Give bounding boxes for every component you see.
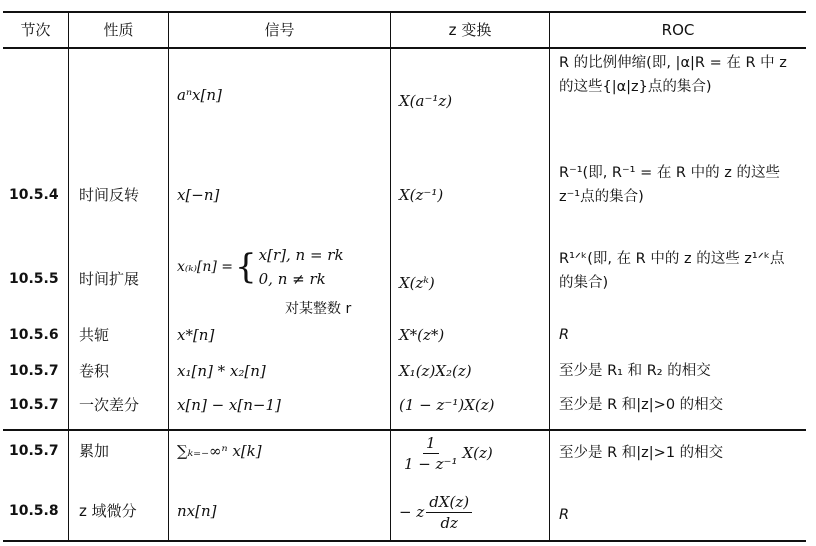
header-signal: 信号 xyxy=(264,21,295,39)
table-row-3-section: 10.5.6 xyxy=(9,327,59,343)
table-row-2-signal xyxy=(177,239,344,295)
table-row-3-ztransform: X*(z*) xyxy=(399,326,445,344)
header-section: 节次 xyxy=(20,21,51,39)
header-ztransform: z 变换 xyxy=(448,21,492,39)
table-row-0-signal: aⁿx[n] xyxy=(177,86,222,104)
table-row-5-section: 10.5.7 xyxy=(9,397,59,413)
table-row-1-roc: R⁻¹(即, R⁻¹ = 在 R 中的 z 的这些 z⁻¹点的集合) xyxy=(559,165,780,205)
table-row-4-ztransform: X₁(z)X₂(z) xyxy=(399,362,472,380)
col-divider-4 xyxy=(549,11,550,542)
col-divider-3 xyxy=(390,11,391,542)
table-row-7-roc: R xyxy=(559,507,570,523)
table-row-6-ztransform xyxy=(399,431,493,475)
case-2: 0, n ≠ rk xyxy=(258,270,326,288)
table-row-1-ztransform: X(z⁻¹) xyxy=(399,186,444,204)
table-bottom-rule xyxy=(3,540,806,542)
table-row-6-signal: ∑ₖ₌₋∞ⁿ x[k] xyxy=(177,442,262,460)
derivative-denominator: dz xyxy=(440,513,458,532)
col-divider-1 xyxy=(68,11,69,542)
case-1: x[r], n = rk xyxy=(258,246,344,264)
accumulation-fraction xyxy=(401,433,460,474)
table-row-2-roc: R¹ᐟᵏ(即, 在 R 中的 z 的这些 z¹ᐟᵏ点的集合) xyxy=(559,251,785,291)
table-row-0-ztransform: X(a⁻¹z) xyxy=(399,92,453,110)
header-bottom-rule xyxy=(3,47,806,49)
table-row-4-property: 卷积 xyxy=(79,362,110,380)
table-row-6-roc: 至少是 R 和|z|>1 的相交 xyxy=(559,445,724,461)
ztransform-properties-table xyxy=(3,11,806,543)
derivative-numerator: dX(z) xyxy=(426,492,472,513)
table-row-7-signal: nx[n] xyxy=(177,502,217,520)
time-expansion-lhs: x₍ₖ₎[n] = xyxy=(177,259,233,275)
table-row-1-section: 10.5.4 xyxy=(9,187,59,203)
table-row-1-signal: x[−n] xyxy=(177,186,220,204)
table-row-2-section: 10.5.5 xyxy=(9,271,59,287)
table-row-7-ztransform xyxy=(399,489,474,535)
derivative-prefix: − z xyxy=(399,503,425,521)
fraction-denominator: 1 − z⁻¹ xyxy=(404,454,458,473)
derivative-fraction xyxy=(426,492,472,533)
table-row-4-signal: x₁[n] * x₂[n] xyxy=(177,362,266,380)
table-row-3-signal: x*[n] xyxy=(177,326,215,344)
table-row-5-ztransform: (1 − z⁻¹)X(z) xyxy=(399,396,495,414)
cases-block xyxy=(259,243,344,291)
fraction-tail: X(z) xyxy=(462,444,493,462)
cases-brace: { xyxy=(235,247,257,287)
table-row-4-roc: 至少是 R₁ 和 R₂ 的相交 xyxy=(559,363,711,379)
table-row-2-signal-note: 对某整数 r xyxy=(285,301,352,317)
header-property: 性质 xyxy=(103,21,134,39)
table-row-0-roc: R 的比例伸缩(即, |α|R = 在 R 中 z 的这些{|α|z}点的集合) xyxy=(559,55,787,95)
table-row-3-roc: R xyxy=(559,327,570,343)
table-row-6-property: 累加 xyxy=(79,442,110,460)
table-row-2-ztransform: X(zᵏ) xyxy=(399,274,435,292)
table-row-5-roc: 至少是 R 和|z|>0 的相交 xyxy=(559,397,724,413)
table-row-5-property: 一次差分 xyxy=(79,396,140,414)
col-divider-2 xyxy=(168,11,169,542)
table-row-7-property: z 域微分 xyxy=(79,502,137,520)
table-row-5-signal: x[n] − x[n−1] xyxy=(177,396,281,414)
table-row-2-property: 时间扩展 xyxy=(79,270,140,288)
table-row-1-property: 时间反转 xyxy=(79,186,140,204)
fraction-numerator: 1 xyxy=(423,433,439,454)
table-row-4-section: 10.5.7 xyxy=(9,363,59,379)
header-roc: ROC xyxy=(661,21,695,39)
table-row-3-property: 共轭 xyxy=(79,326,110,344)
table-row-6-section: 10.5.7 xyxy=(9,443,59,459)
table-row-7-section: 10.5.8 xyxy=(9,503,59,519)
